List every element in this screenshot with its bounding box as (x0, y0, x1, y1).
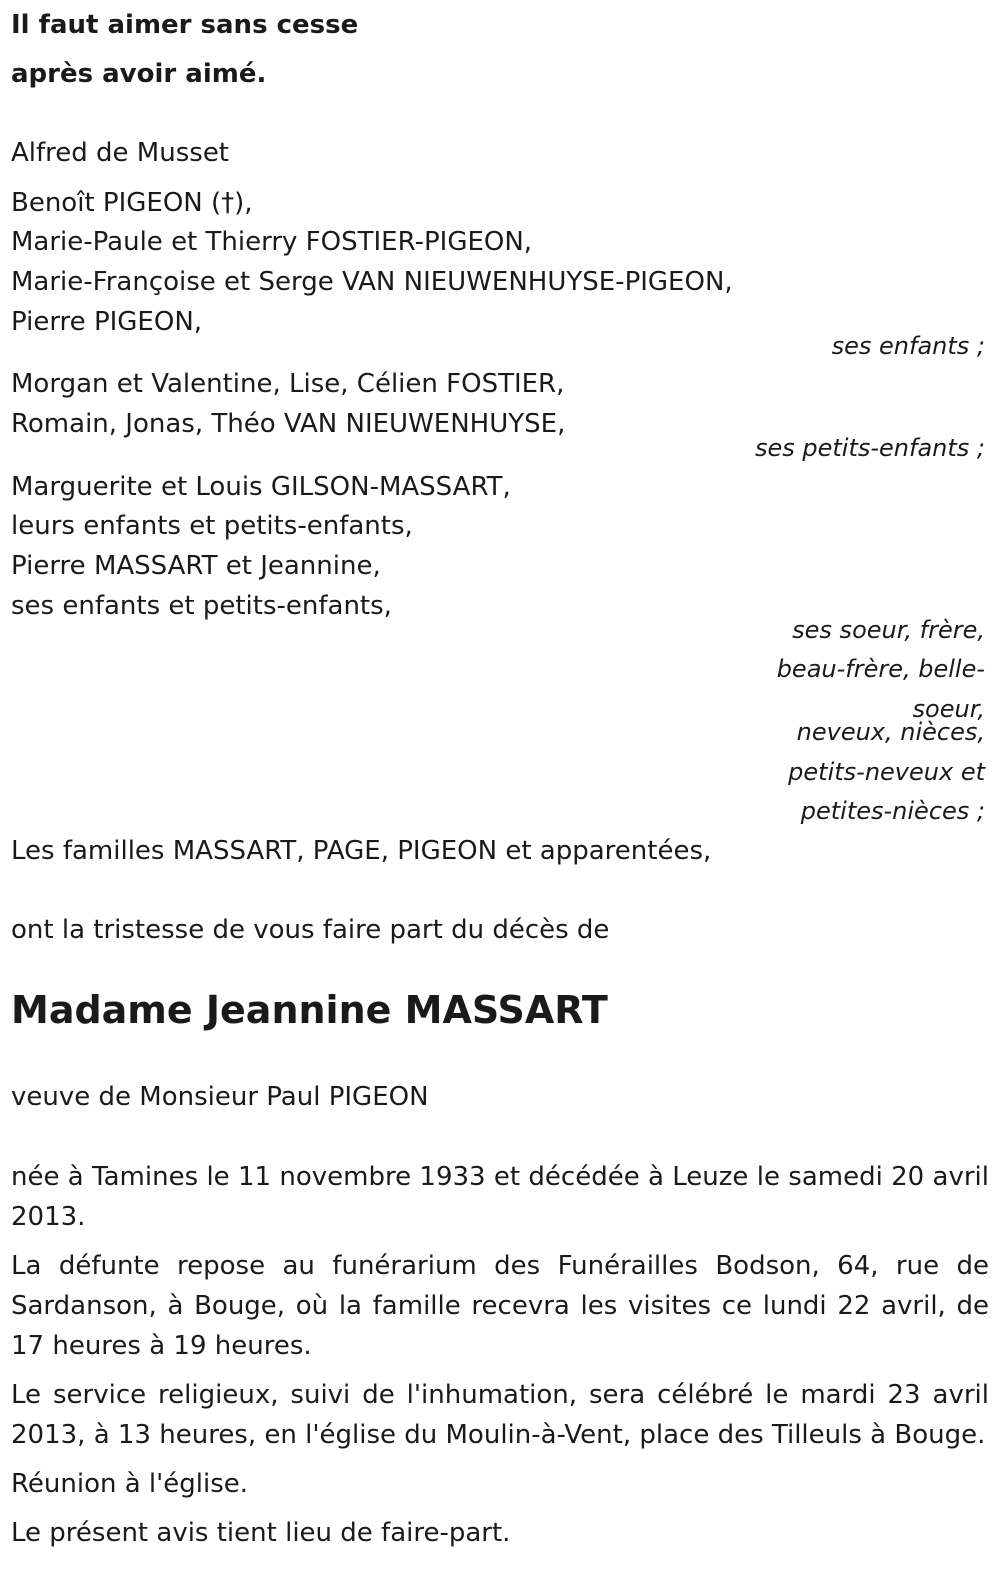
grandchildren-role: ses petits-enfants ; (754, 434, 985, 462)
siblings-line: Pierre MASSART et Jeannine, (11, 551, 381, 581)
notice-paragraph: Le présent avis tient lieu de faire-part. (11, 1518, 511, 1548)
siblings-line: Marguerite et Louis GILSON-MASSART, (11, 472, 511, 502)
funeral-home-paragraph: La défunte repose au funérarium des Funérailles Bodson, 64, rue de Sardanson, à Bouge, où la famille recevra les visites ce lundi 22 avril, de 17 heures à 19 heures. (11, 1251, 989, 1361)
deceased-name: Madame Jeannine MASSART (11, 988, 608, 1032)
epigraph-line-1: Il faut aimer sans cesse (11, 10, 359, 40)
children-line: Marie-Paule et Thierry FOSTIER-PIGEON, (11, 227, 533, 257)
announcement-line: ont la tristesse de vous faire part du décès de (11, 915, 610, 945)
siblings-line: ses enfants et petits-enfants, (11, 591, 392, 621)
service-paragraph: Le service religieux, suivi de l'inhumation, sera célébré le mardi 23 avril 2013, à 13 heures, en l'église du Moulin-à-Vent, place des Tilleuls à Bouge. (11, 1380, 989, 1450)
birth-death-paragraph: née à Tamines le 11 novembre 1933 et décédée à Leuze le samedi 20 avril 2013. (11, 1162, 989, 1232)
children-line: Benoît PIGEON (†), (11, 188, 253, 218)
children-line: Pierre PIGEON, (11, 307, 203, 337)
siblings-role-line: neveux, nièces, (796, 718, 985, 746)
siblings-role-line: petits-neveux et (788, 758, 985, 786)
meeting-paragraph: Réunion à l'église. (11, 1469, 249, 1499)
grandchildren-line: Romain, Jonas, Théo VAN NIEUWENHUYSE, (11, 409, 566, 439)
children-line: Marie-Françoise et Serge VAN NIEUWENHUYSE-PIGEON, (11, 267, 733, 297)
siblings-role-line: beau-frère, belle- (776, 655, 985, 683)
siblings-line: leurs enfants et petits-enfants, (11, 511, 413, 541)
epigraph-author: Alfred de Musset (11, 138, 230, 168)
siblings-role-line: soeur, (912, 695, 985, 723)
siblings-role-line: ses soeur, frère, (792, 616, 985, 644)
children-role: ses enfants ; (831, 332, 985, 360)
epigraph-line-2: après avoir aimé. (11, 59, 267, 89)
widow-of-line: veuve de Monsieur Paul PIGEON (11, 1082, 429, 1112)
grandchildren-line: Morgan et Valentine, Lise, Célien FOSTIER, (11, 369, 565, 399)
siblings-role-line: petites-nièces ; (800, 797, 985, 825)
families-line: Les familles MASSART, PAGE, PIGEON et apparentées, (11, 836, 712, 866)
